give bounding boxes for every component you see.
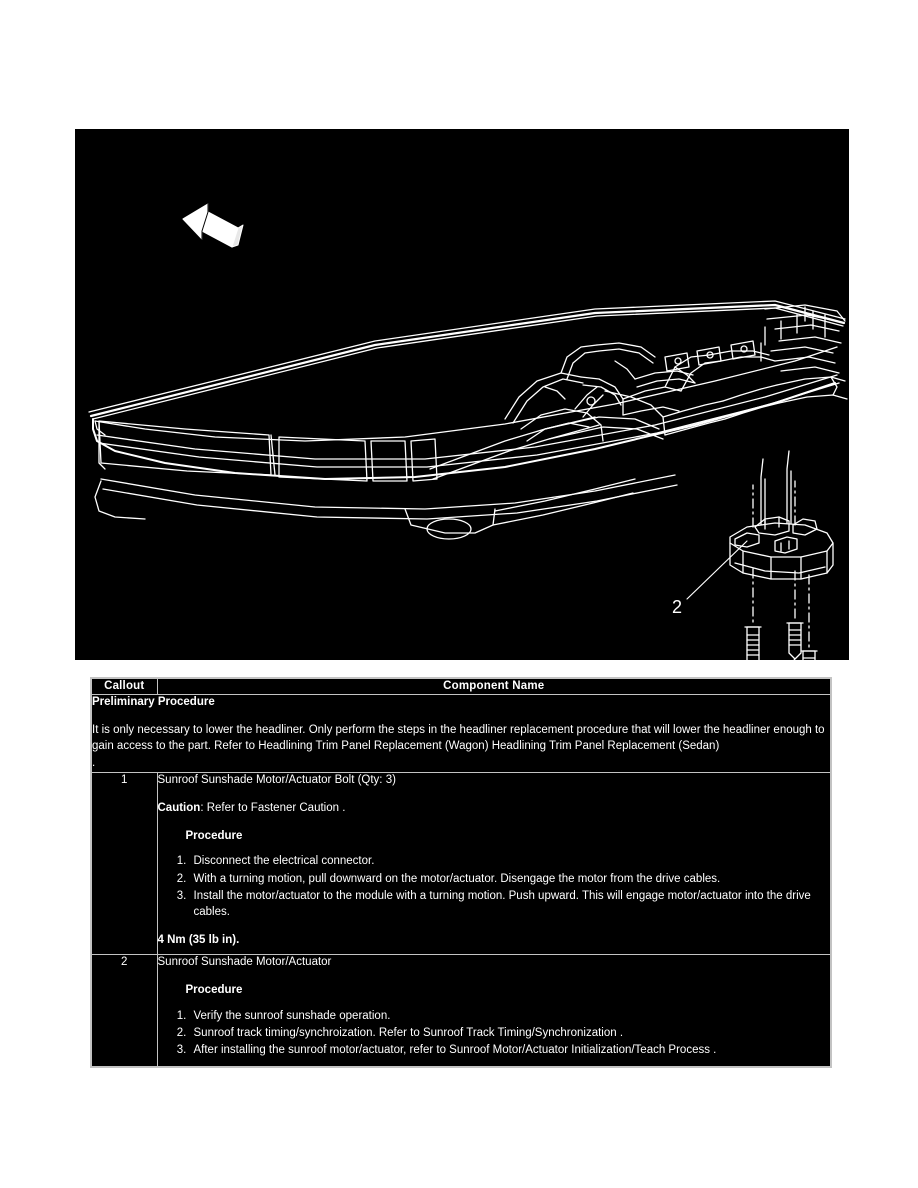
table-row <box>92 772 830 954</box>
torque-specification-1: 4 Nm (35 lb in). <box>157 933 240 946</box>
list-item: 1. Verify the sunroof sunshade operation. <box>190 1008 831 1024</box>
row-description-2 <box>157 955 830 1066</box>
table-row <box>92 955 830 1066</box>
row-description-1 <box>157 772 830 954</box>
callout-marker-2: 2 <box>672 597 683 617</box>
caution-label-1: Caution <box>157 801 201 814</box>
preliminary-procedure-trailer: . <box>92 756 96 769</box>
component-name-2: Sunroof Sunshade Motor/Actuator <box>157 956 332 969</box>
procedure-steps-1 <box>158 853 831 920</box>
header-callout: Callout <box>92 679 157 695</box>
list-item: 3. After installing the sunroof motor/actuator, refer to Sunroof Motor/Actuator Initialization/Teach Process . <box>190 1042 831 1058</box>
procedure-heading-1: Procedure <box>185 830 243 843</box>
list-item: 1. Disconnect the electrical connector. <box>190 853 831 869</box>
row-spacer <box>158 1060 831 1066</box>
row-spacer <box>158 948 831 954</box>
row-callout-number-2: 2 <box>92 955 157 1066</box>
caution-line-1 <box>158 801 831 816</box>
list-item: 2. Sunroof track timing/synchroization. Refer to Sunroof Track Timing/Synchronization . <box>190 1025 831 1041</box>
procedure-heading-2: Procedure <box>185 984 243 997</box>
sunroof-assembly-line-drawing <box>75 129 849 660</box>
preliminary-procedure-body: It is only necessary to lower the headliner. Only perform the steps in the headliner replacement procedure that will lower the headliner enough to gain access to the part. Refer to Headlining Trim Panel Replacement (Wagon) Headlining Trim Panel Replacement (Sedan) <box>92 723 825 753</box>
preliminary-procedure-title: Preliminary Procedure <box>92 696 215 709</box>
list-item: 3. Install the motor/actuator to the module with a turning motion. Push upward. This will engage motor/actuator into the drive cables. <box>190 888 831 921</box>
callout-table <box>90 677 832 1068</box>
table-header-row <box>92 679 830 695</box>
header-component-name: Component Name <box>157 679 830 695</box>
component-name-1: Sunroof Sunshade Motor/Actuator Bolt (Qty: 3) <box>157 773 396 786</box>
preliminary-procedure-row <box>92 695 830 772</box>
illustration-panel <box>75 129 849 660</box>
list-item: 2. With a turning motion, pull downward on the motor/actuator. Disengage the motor from the drive cables. <box>190 871 831 887</box>
row-callout-number-1: 1 <box>92 772 157 954</box>
caution-text-1: : Refer to Fastener Caution . <box>200 801 346 814</box>
procedure-steps-2 <box>158 1008 831 1059</box>
preliminary-procedure-cell <box>92 695 830 772</box>
